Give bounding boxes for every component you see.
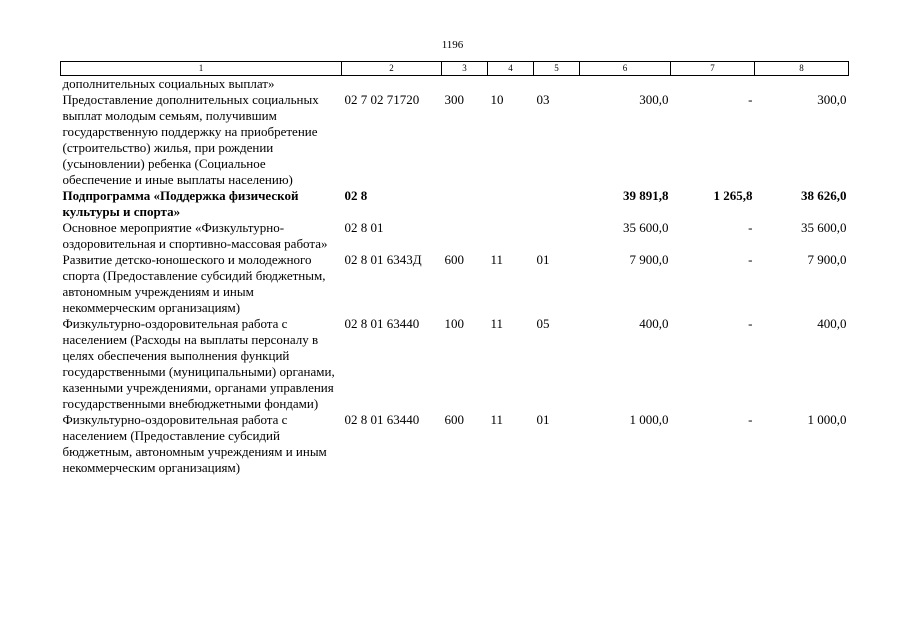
row-col4 [488,220,534,252]
column-header-8: 8 [755,62,849,76]
row-col3: 600 [444,252,464,267]
row-col5 [534,76,580,93]
row-value-7: - [748,412,753,427]
table-row [61,220,849,252]
row-value-6: 300,0 [639,92,669,107]
row-col3 [442,76,488,93]
column-header-4: 4 [488,62,534,76]
row-col3: 300 [444,92,464,107]
row-col5 [534,220,580,252]
row-code: 02 8 01 63440 [344,412,420,427]
table-row [61,92,849,188]
row-col4 [488,188,534,220]
row-col5: 01 [536,412,550,427]
column-header-1: 1 [61,62,342,76]
row-col4: 11 [490,316,504,331]
row-code [342,76,442,93]
row-value-6: 39 891,8 [623,188,669,203]
column-header-7: 7 [671,62,755,76]
table-row [61,252,849,316]
row-value-6: 35 600,0 [623,220,669,235]
row-col4: 11 [490,412,504,427]
row-col4: 11 [490,252,504,267]
row-value-6: 7 900,0 [629,252,669,267]
table-row [61,412,849,476]
row-name: Предоставление дополнительных социальных выплат молодым семьям, получившим государственную поддержку на приобретение (строительство) жилья, при рождении (усыновлении) ребенка (Социальное обеспечение и иные выплаты населению) [62,92,319,187]
row-value-7: - [748,252,753,267]
row-name: дополнительных социальных выплат» [62,76,275,91]
row-value-8: 35 600,0 [801,220,847,235]
row-name: Основное мероприятие «Физкультурно-оздоровительная и спортивно-массовая работа» [62,220,328,251]
row-value-8: 38 626,0 [801,188,847,203]
row-value-8: 7 900,0 [807,252,847,267]
row-col5: 05 [536,316,550,331]
row-value-7 [671,76,755,93]
budget-table [60,61,849,476]
row-col3 [442,220,488,252]
row-name: Развитие детско-юношеского и молодежного спорта (Предоставление субсидий бюджетным, автономным учреждениям и иным некоммерческим организациям) [62,252,326,315]
row-col4: 10 [490,92,504,107]
page-number: 1196 [441,39,464,51]
row-value-7: - [748,92,753,107]
row-code: 02 7 02 71720 [344,92,420,107]
row-col5 [534,188,580,220]
row-value-8: 1 000,0 [807,412,847,427]
column-header-5: 5 [534,62,580,76]
row-code: 02 8 01 [344,220,384,235]
row-value-7: - [748,220,753,235]
row-col3: 600 [444,412,464,427]
row-value-7: - [748,316,753,331]
table-row [61,316,849,412]
row-value-6: 400,0 [639,316,669,331]
row-value-6: 1 000,0 [629,412,669,427]
row-name: Физкультурно-оздоровительная работа с населением (Расходы на выплаты персоналу в целях обеспечения выполнения функций государственными (муниципальными) органами, казенными учреждениями, органами управления государственными внебюджетными фондами) [62,316,335,411]
row-value-8: 400,0 [817,316,847,331]
column-header-2: 2 [342,62,442,76]
row-code: 02 8 [344,188,368,203]
row-value-8 [755,76,849,93]
column-header-3: 3 [442,62,488,76]
row-value-7: 1 265,8 [713,188,753,203]
row-value-8: 300,0 [817,92,847,107]
row-col3: 100 [444,316,464,331]
row-col5: 03 [536,92,550,107]
row-name: Физкультурно-оздоровительная работа с населением (Предоставление субсидий бюджетным, автономным учреждениям и иным некоммерческим организациям) [62,412,327,475]
row-code: 02 8 01 63440 [344,316,420,331]
row-name: Подпрограмма «Поддержка физической культуры и спорта» [62,188,299,219]
table-row-subprogram [61,188,849,220]
column-header-6: 6 [580,62,671,76]
row-col4 [488,76,534,93]
row-col5: 01 [536,252,550,267]
row-col3 [442,188,488,220]
row-code: 02 8 01 6343Д [344,252,422,267]
table-row [61,76,849,93]
column-number-header [61,62,849,76]
row-value-6 [580,76,671,93]
